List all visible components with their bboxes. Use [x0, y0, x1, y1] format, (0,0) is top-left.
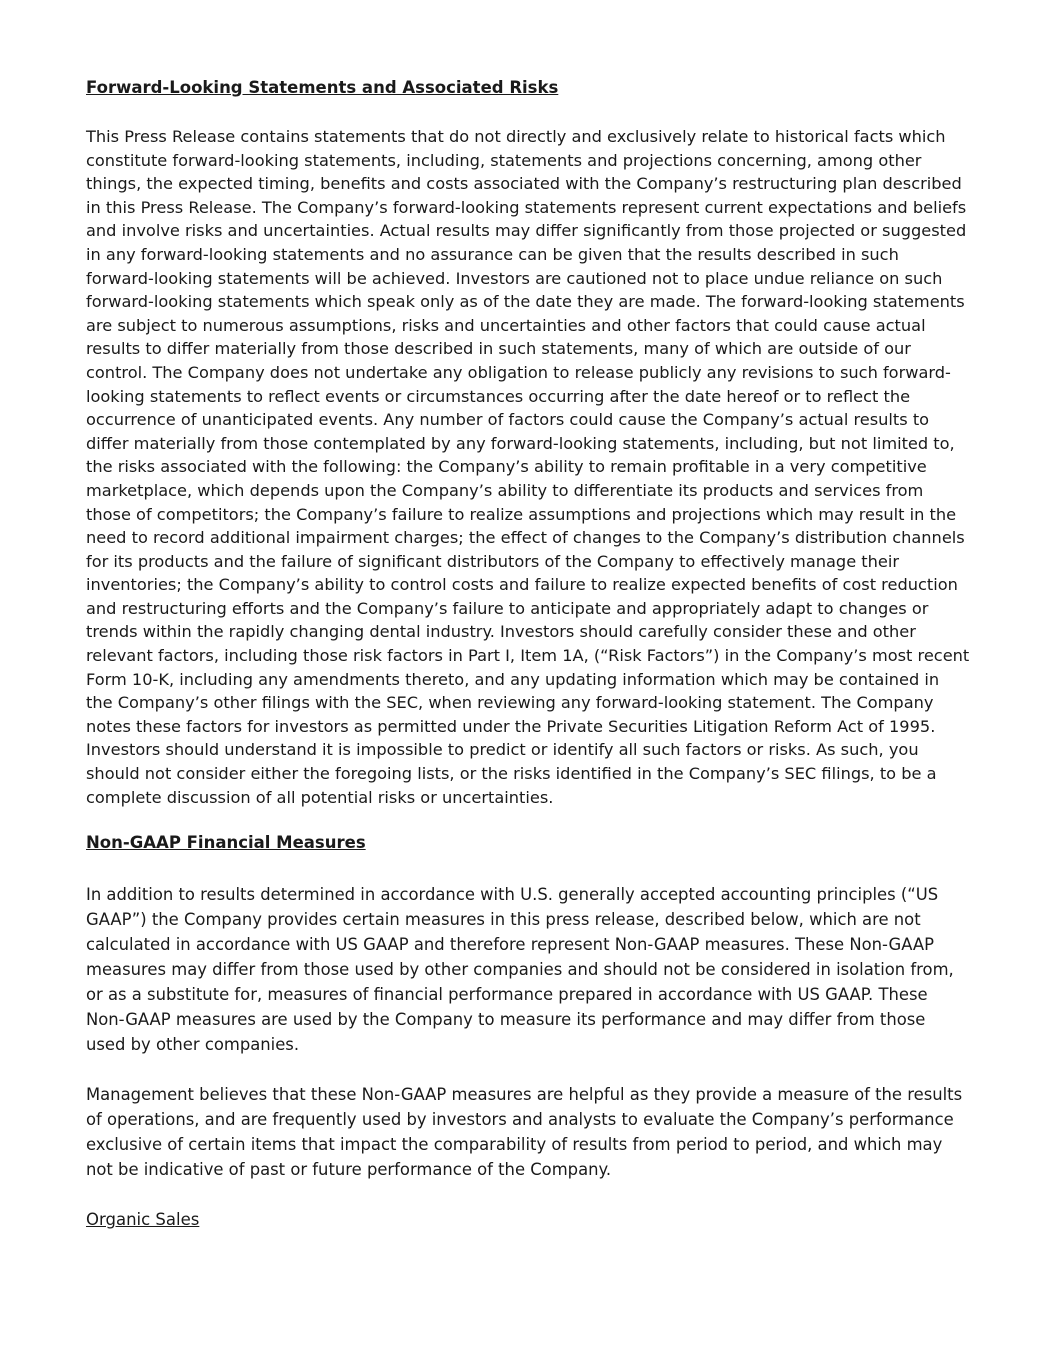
non-gaap-paragraph-2: Management believes that these Non-GAAP measures are helpful as they provide a measure of the results of operations, and are frequently used by investors and analysts to evaluate the Company’s performance exclusive of certain items that impact the comparability of results from period to period, and which may not be indicative of past or future performance of the Company.: [86, 1085, 963, 1180]
forward-looking-heading: Forward-Looking Statements and Associated Risks: [86, 78, 559, 97]
document-page: [86, 76, 970, 1232]
forward-looking-body: This Press Release contains statements that do not directly and exclusively relate to historical facts which constitute forward-looking statements, including, statements and projections concerning, among other things, the expected timing, benefits and costs associated with the Company’s restructuring plan described in this Press Release. The Company’s forward-looking statements represent current expectations and beliefs and involve risks and uncertainties. Actual results may differ significantly from those projected or suggested in any forward-looking statements and no assurance can be given that the results described in such forward-looking statements will be achieved. Investors are cautioned not to place undue reliance on such forward-looking statements which speak only as of the date they are made. The forward-looking statements are subject to numerous assumptions, risks and uncertainties and other factors that could cause actual results to differ materially from those described in such statements, many of which are outside of our control. The Company does not undertake any obligation to release publicly any revisions to such forward-looking statements to reflect events or circumstances occurring after the date hereof or to reflect the occurrence of unanticipated events. Any number of factors could cause the Company’s actual results to differ materially from those contemplated by any forward-looking statements, including, but not limited to, the risks associated with the following: the Company’s ability to remain profitable in a very competitive marketplace, which depends upon the Company’s ability to differentiate its products and services from those of competitors; the Company’s failure to realize assumptions and projections which may result in the need to record additional impairment charges; the effect of changes to the Company’s distribution channels for its products and the failure of significant distributors of the Company to effectively manage their inventories; the Company’s ability to control costs and failure to realize expected benefits of cost reduction and restructuring efforts and the Company’s failure to anticipate and appropriately adapt to changes or trends within the rapidly changing dental industry. Investors should carefully consider these and other relevant factors, including those risk factors in Part I, Item 1A, (“Risk Factors”) in the Company’s most recent Form 10-K, including any amendments thereto, and any updating information which may be contained in the Company’s other filings with the SEC, when reviewing any forward-looking statement. The Company notes these factors for investors as permitted under the Private Securities Litigation Reform Act of 1995. Investors should understand it is impossible to predict or identify all such factors or risks. As such, you should not consider either the foregoing lists, or the risks identified in the Company’s SEC filings, to be a complete discussion of all potential risks or uncertainties.: [86, 127, 970, 807]
organic-sales-heading: Organic Sales: [86, 1210, 200, 1230]
non-gaap-heading: Non-GAAP Financial Measures: [86, 833, 366, 853]
non-gaap-paragraph-1: In addition to results determined in accordance with U.S. generally accepted accounting principles (“US GAAP”) the Company provides certain measures in this press release, described below, which are not calculated in accordance with US GAAP and therefore represent Non-GAAP measures. These Non-GAAP measures may differ from those used by other companies and should not be considered in isolation from, or as a substitute for, measures of financial performance prepared in accordance with US GAAP. These Non-GAAP measures are used by the Company to measure its performance and may differ from those used by other companies.: [86, 885, 954, 1055]
